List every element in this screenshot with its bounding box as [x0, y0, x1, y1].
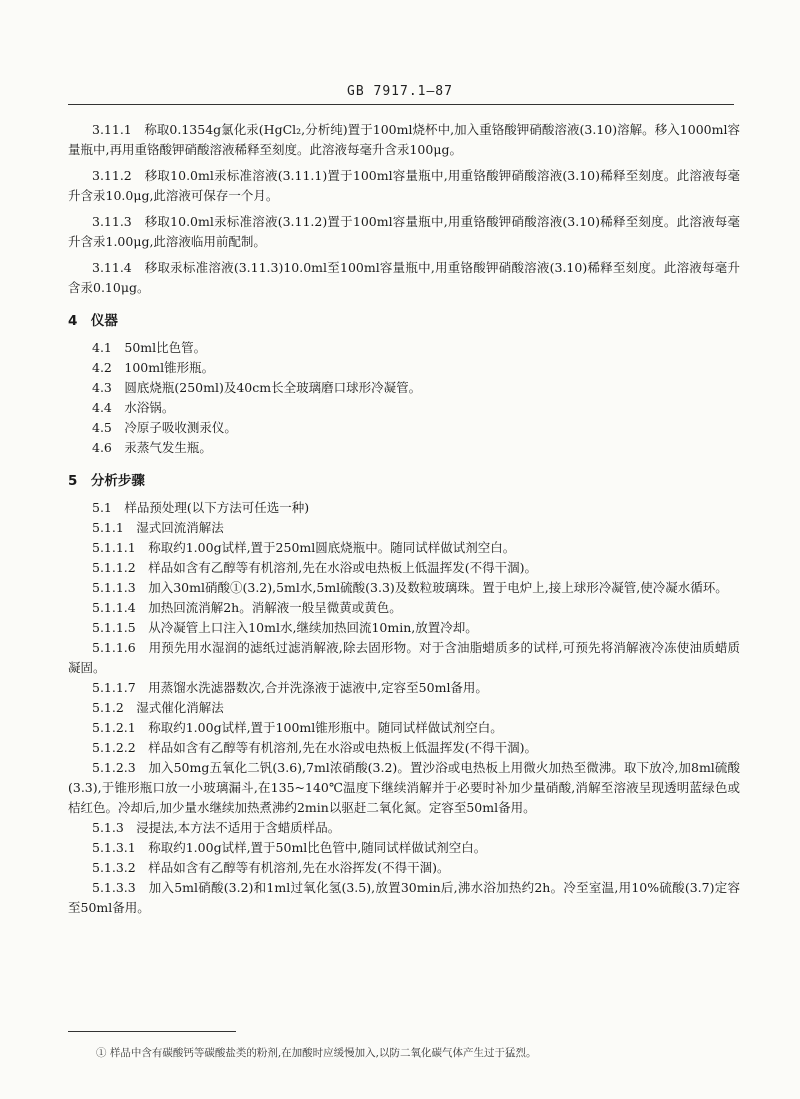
instrument-item: 4.4 水浴锅。 [92, 400, 175, 415]
paragraph-3-11-2: 3.11.2 移取10.0ml汞标准溶液(3.11.1)置于100ml容量瓶中,用重铬酸钾硝酸溶液(3.10)稀释至刻度。此溶液每毫升含汞10.0μg,此溶液可保存一个月。 [68, 168, 740, 203]
section-5-title: 5 分析步骤 [68, 473, 145, 489]
instrument-item: 4.1 50ml比色管。 [92, 340, 207, 355]
instrument-item: 4.3 圆底烧瓶(250ml)及40cm长全玻璃磨口球形冷凝管。 [92, 380, 422, 395]
step-item: 5.1.1.6 用预先用水湿润的滤纸过滤消解液,除去固形物。对于含油脂蜡质多的试样,可预先将消解液冷冻使油质蜡质凝固。 [68, 640, 740, 675]
step-item: 5.1.1.7 用蒸馏水洗滤器数次,合并洗涤液于滤液中,定容至50ml备用。 [92, 680, 488, 695]
step-item: 5.1.2 湿式催化消解法 [92, 700, 224, 715]
header-rule [68, 104, 734, 105]
paragraph-3-11-4: 3.11.4 移取汞标准溶液(3.11.3)10.0ml至100ml容量瓶中,用重铬酸钾硝酸溶液(3.10)稀释至刻度。此溶液每毫升含汞0.10μg。 [68, 260, 740, 295]
instrument-item: 4.2 100ml锥形瓶。 [92, 360, 215, 375]
step-item: 5.1.3.1 称取约1.00g试样,置于50ml比色管中,随同试样做试剂空白。 [92, 840, 487, 855]
footnote: ① 样品中含有碳酸钙等碳酸盐类的粉剂,在加酸时应缓慢加入,以防二氧化碳气体产生过于猛烈。 [96, 1047, 537, 1059]
step-item: 5.1.1.2 样品如含有乙醇等有机溶剂,先在水浴或电热板上低温挥发(不得干涸)。 [92, 560, 537, 575]
document-body [68, 120, 740, 918]
paragraph-3-11-1: 3.11.1 称取0.1354g氯化汞(HgCl₂,分析纯)置于100ml烧杯中,加入重铬酸钾硝酸溶液(3.10)溶解。移入1000ml容量瓶中,再用重铬酸钾硝酸溶液稀释至刻度。此溶液每毫升含汞100μg。 [68, 122, 740, 157]
instrument-item: 4.5 冷原子吸收测汞仪。 [92, 420, 237, 435]
page-header: GB 7917.1—87 [347, 84, 453, 99]
step-item: 5.1.2.1 称取约1.00g试样,置于100ml锥形瓶中。随同试样做试剂空白。 [92, 720, 503, 735]
footnote-rule [68, 1031, 236, 1032]
paragraph-3-11-3: 3.11.3 移取10.0ml汞标准溶液(3.11.2)置于100ml容量瓶中,用重铬酸钾硝酸溶液(3.10)稀释至刻度。此溶液每毫升含汞1.00μg,此溶液临用前配制。 [68, 214, 740, 249]
step-item: 5.1.2.2 样品如含有乙醇等有机溶剂,先在水浴或电热板上低温挥发(不得干涸)。 [92, 740, 537, 755]
step-item: 5.1.1.1 称取约1.00g试样,置于250ml圆底烧瓶中。随同试样做试剂空白。 [92, 540, 516, 555]
step-item: 5.1.3 浸提法,本方法不适用于含蜡质样品。 [92, 820, 341, 835]
step-item: 5.1.3.3 加入5ml硝酸(3.2)和1ml过氧化氢(3.5),放置30min后,沸水浴加热约2h。冷至室温,用10%硫酸(3.7)定容至50ml备用。 [68, 880, 740, 915]
step-item: 5.1.1.4 加热回流消解2h。消解液一般呈微黄或黄色。 [92, 600, 402, 615]
instrument-item: 4.6 汞蒸气发生瓶。 [92, 440, 212, 455]
step-item: 5.1.1 湿式回流消解法 [92, 520, 224, 535]
step-item: 5.1.1.5 从冷凝管上口注入10ml水,继续加热回流10min,放置冷却。 [92, 620, 478, 635]
step-item: 5.1.3.2 样品如含有乙醇等有机溶剂,先在水浴挥发(不得干涸)。 [92, 860, 450, 875]
step-item: 5.1.1.3 加入30ml硝酸①(3.2),5ml水,5ml硫酸(3.3)及数粒玻璃珠。置于电炉上,接上球形冷凝管,使冷凝水循环。 [92, 580, 728, 595]
step-item: 5.1.2.3 加入50mg五氧化二钒(3.6),7ml浓硝酸(3.2)。置沙浴或电热板上用微火加热至微沸。取下放冷,加8ml硫酸(3.3),于锥形瓶口放一小玻璃漏斗,在135~140℃温度下继续消解并于必要时补加少量硝酸,消解至溶液呈现透明蓝绿色或桔红色。冷却后,加少量水继续加热煮沸约2min以驱赶二氧化氮。定容至50ml备用。 [68, 760, 740, 815]
section-4-title: 4 仪器 [68, 313, 118, 329]
step-item: 5.1 样品预处理(以下方法可任选一种) [92, 500, 310, 515]
